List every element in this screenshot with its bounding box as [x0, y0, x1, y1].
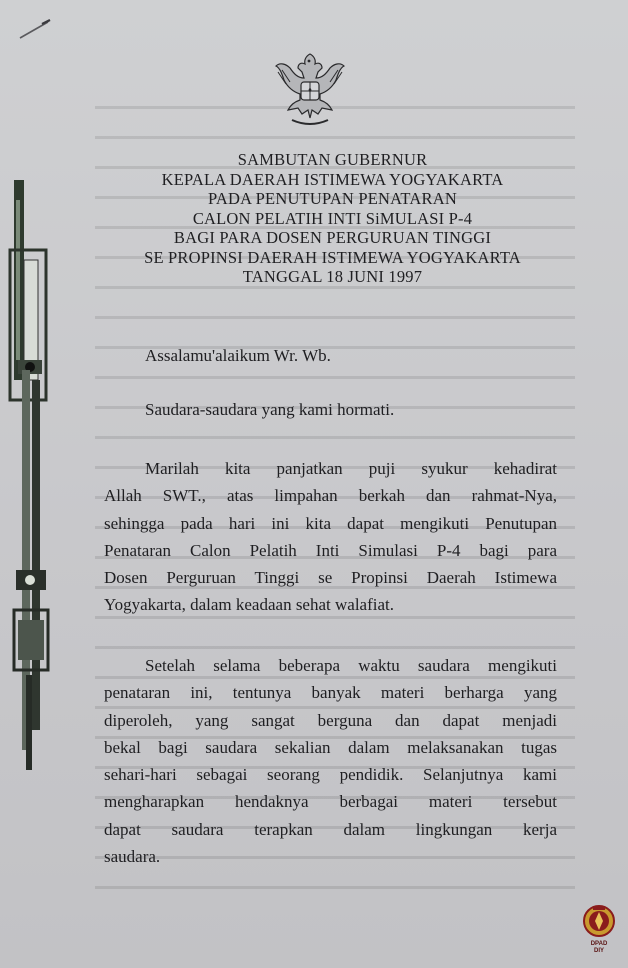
- title-line: SAMBUTAN GUBERNUR: [237, 150, 428, 169]
- greeting: Assalamu'alaikum Wr. Wb.: [145, 346, 331, 365]
- paragraph-line: Allah SWT., atas limpahan berkah dan rahmat-Nya,: [104, 486, 557, 506]
- binder-strip: [6, 180, 50, 770]
- paragraph-line: Setelah selama beberapa waktu saudara mengikuti: [145, 656, 557, 675]
- paragraph-line: Marilah kita panjatkan puji syukur kehadirat: [145, 459, 557, 478]
- paragraph-line: dapat saudara terapkan dalam lingkungan kerja: [104, 819, 557, 839]
- paragraph-line: Penataran Calon Pelatih Inti Simulasi P-4 bagi para: [104, 540, 557, 560]
- paragraph-opening: [104, 455, 557, 619]
- title-line: KEPALA DAERAH ISTIMEWA YOGYAKARTA: [161, 169, 504, 189]
- dpad-diy-logo-text: DPAD DIY: [590, 941, 608, 954]
- title-line: BAGI PARA DOSEN PERGURUAN TINGGI: [173, 228, 492, 247]
- paragraph-line: diperoleh, yang sangat berguna dan dapat menjadi: [104, 710, 557, 730]
- garuda-pancasila-emblem-icon: [268, 48, 352, 132]
- paragraph-line: mengharapkan hendaknya berbagai materi tersebut: [104, 792, 557, 812]
- title-line: SE PROPINSI DAERAH ISTIMEWA YOGYAKARTA: [144, 247, 521, 267]
- paragraph-line: sehari-hari sebagai seorang pendidik. Selanjutnya kami: [104, 765, 557, 785]
- paragraph-line: saudara.: [104, 847, 161, 867]
- paragraph-line: penataran ini, tentunya banyak materi berharga yang: [104, 683, 557, 703]
- paragraph-line: bekal bagi saudara sekalian dalam melaksanakan tugas: [104, 737, 557, 757]
- paragraph-closing: [104, 652, 557, 870]
- speech-title-block: [100, 150, 565, 287]
- paragraph-line: sehingga pada hari ini kita dapat mengikuti Penutupan: [104, 513, 557, 533]
- title-line: PADA PENUTUPAN PENATARAN: [208, 189, 457, 208]
- salutation: Saudara-saudara yang kami hormati.: [145, 400, 395, 419]
- title-line: TANGGAL 18 JUNI 1997: [242, 267, 423, 286]
- title-line: CALON PELATIH INTI SiMULASI P-4: [192, 208, 473, 228]
- paragraph-line: Dosen Perguruan Tinggi se Propinsi Daerah Istimewa: [104, 568, 557, 588]
- paragraph-line: Yogyakarta, dalam keadaan sehat walafiat.: [104, 595, 394, 615]
- pen-mark: [18, 18, 52, 42]
